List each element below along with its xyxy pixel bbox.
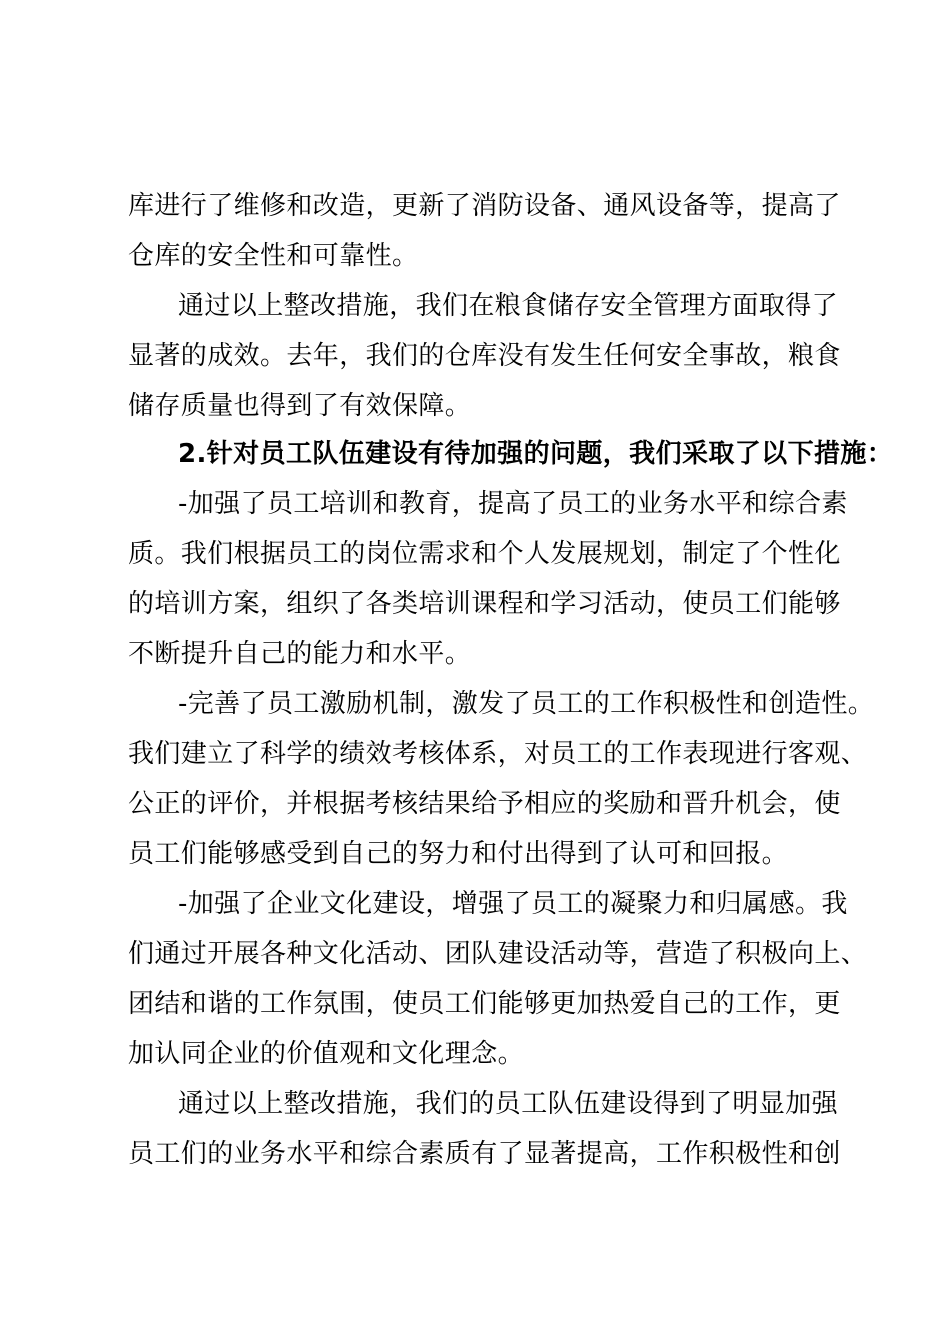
text-line: 质。我们根据员工的岗位需求和个人发展规划，制定了个性化 <box>128 539 841 569</box>
text-line: 加认同企业的价值观和文化理念。 <box>128 1039 525 1069</box>
paragraph-start-line: -加强了企业文化建设，增强了员工的凝聚力和归属感。我 <box>178 889 848 919</box>
paragraph-start-line: -完善了员工激励机制，激发了员工的工作积极性和创造性。 <box>178 689 875 719</box>
text-line: 不断提升自己的能力和水平。 <box>128 639 472 669</box>
text-line: 们通过开展各种文化活动、团队建设活动等，营造了积极向上、 <box>128 939 868 969</box>
text-line: 的培训方案，组织了各类培训课程和学习活动，使员工们能够 <box>128 589 841 619</box>
paragraph-start-line: 通过以上整改措施，我们的员工队伍建设得到了明显加强 <box>178 1089 839 1119</box>
text-line: 员工们能够感受到自己的努力和付出得到了认可和回报。 <box>128 839 789 869</box>
text-line: 我们建立了科学的绩效考核体系，对员工的工作表现进行客观、 <box>128 739 868 769</box>
text-line: 公正的评价，并根据考核结果给予相应的奖励和晋升机会，使 <box>128 789 841 819</box>
section-heading: 2.针对员工队伍建设有待加强的问题，我们采取了以下措施： <box>178 439 894 469</box>
text-line: 仓库的安全性和可靠性。 <box>128 241 419 271</box>
paragraph-start-line: 通过以上整改措施，我们在粮食储存安全管理方面取得了 <box>178 291 839 321</box>
text-line: 储存质量也得到了有效保障。 <box>128 391 472 421</box>
text-line: 团结和谐的工作氛围，使员工们能够更加热爱自己的工作，更 <box>128 989 841 1019</box>
text-line: 库进行了维修和改造，更新了消防设备、通风设备等，提高了 <box>128 191 841 221</box>
paragraph-start-line: -加强了员工培训和教育，提高了员工的业务水平和综合素 <box>178 489 848 519</box>
text-line: 员工们的业务水平和综合素质有了显著提高，工作积极性和创 <box>128 1139 841 1169</box>
text-line: 显著的成效。去年，我们的仓库没有发生任何安全事故，粮食 <box>128 341 841 371</box>
